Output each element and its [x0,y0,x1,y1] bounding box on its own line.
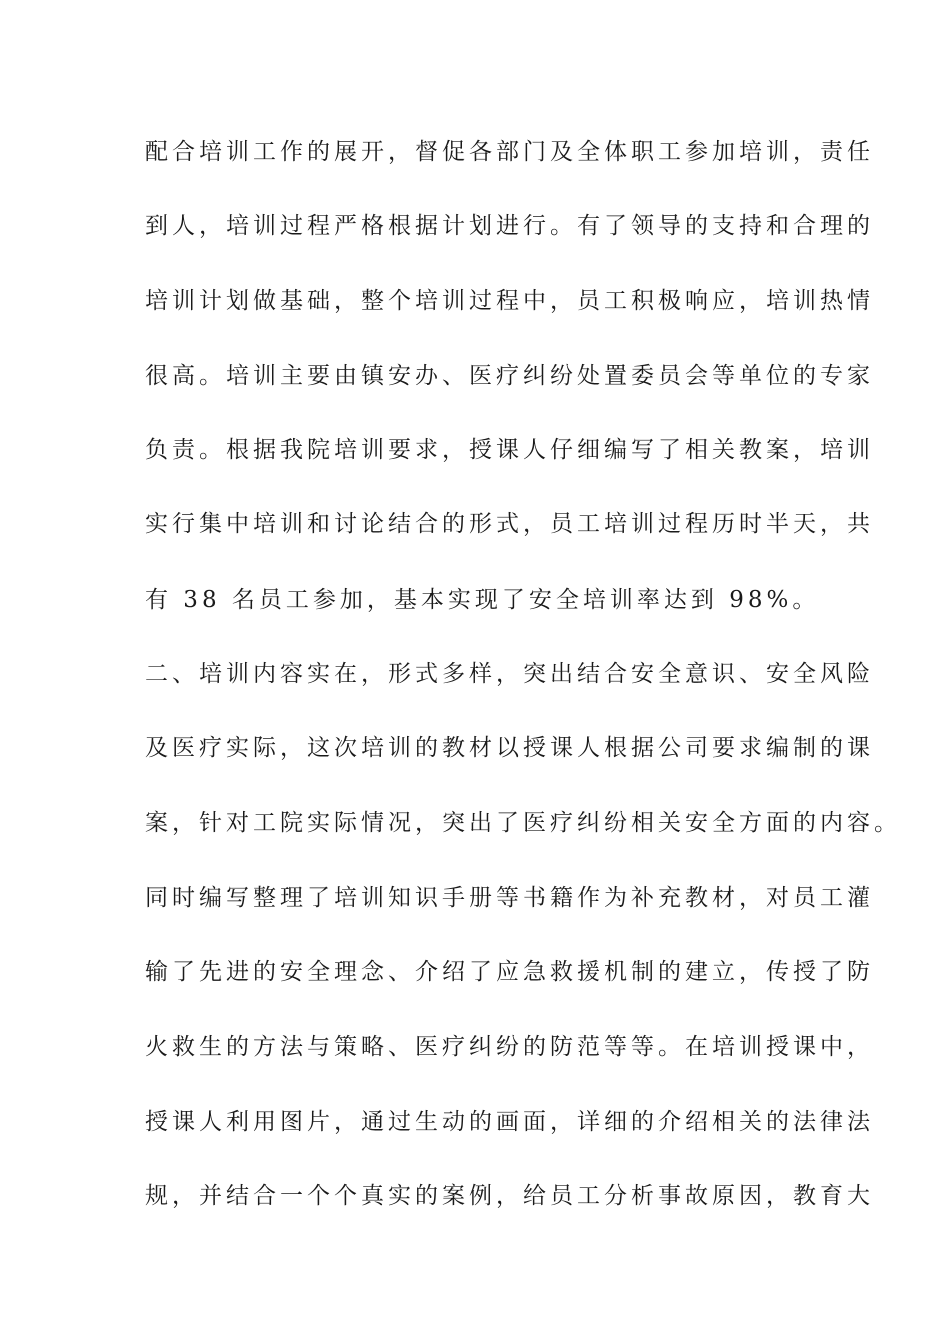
text-line-5: 负责。根据我院培训要求，授课人仔细编写了相关教案，培训 [145,437,874,463]
text-line-11: 同时编写整理了培训知识手册等书籍作为补充教材，对员工灌 [145,885,874,911]
text-line-15: 规，并结合一个个真实的案例，给员工分析事故原因，教育大 [145,1183,874,1209]
text-line-12: 输了先进的安全理念、介绍了应急救援机制的建立，传授了防 [145,959,874,985]
text-line-4: 很高。培训主要由镇安办、医疗纠纷处置委员会等单位的专家 [145,363,874,389]
text-line-7: 有 38 名员工参加，基本实现了安全培训率达到 98%。 [145,587,820,613]
text-line-10: 案，针对工院实际情况，突出了医疗纠纷相关安全方面的内容。 [145,810,901,836]
text-line-2: 到人，培训过程严格根据计划进行。有了领导的支持和合理的 [145,213,874,239]
text-line-14: 授课人利用图片，通过生动的画面，详细的介绍相关的法律法 [145,1109,874,1135]
text-line-13: 火救生的方法与策略、医疗纠纷的防范等等。在培训授课中， [145,1034,874,1060]
text-line-9: 及医疗实际，这次培训的教材以授课人根据公司要求编制的课 [145,735,874,761]
text-line-6: 实行集中培训和讨论结合的形式，员工培训过程历时半天，共 [145,511,874,537]
text-line-8: 二、培训内容实在，形式多样，突出结合安全意识、安全风险 [145,661,874,687]
text-line-1: 配合培训工作的展开，督促各部门及全体职工参加培训，责任 [145,139,874,165]
text-line-3: 培训计划做基础，整个培训过程中，员工积极响应，培训热情 [145,288,874,314]
